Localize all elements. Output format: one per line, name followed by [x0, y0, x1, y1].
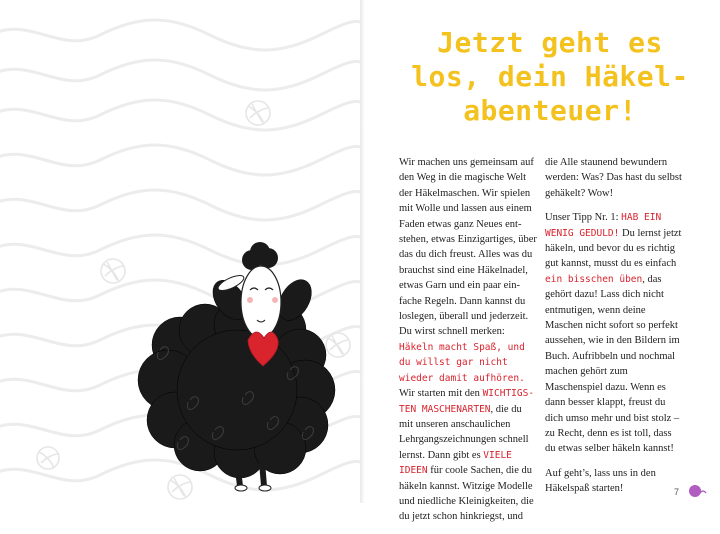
yarn-ball-icon	[326, 333, 350, 357]
body-text: die Alle staunend bewundern werden: Was? Das hast du selbst gehäkelt? Wow!	[545, 157, 682, 199]
highlight-text: HAB EIN WENIG GEDULD!	[545, 212, 662, 239]
body-text: Du lernst jetzt häkeln, und bevor du es richtig gut kannst, musst du es einfach	[545, 227, 682, 270]
text-column-left	[399, 155, 537, 534]
body-text: , die du mit unseren anschaulichen Lehrgangszeichnungen schnell lernst. Dann gibt es	[399, 403, 529, 461]
paragraph	[545, 210, 683, 457]
title-line: abenteuer!	[463, 94, 637, 127]
body-text: Unser Tipp Nr. 1:	[545, 212, 622, 224]
yarn-ball-icon	[246, 101, 270, 125]
highlight-text: VIELE IDEEN	[399, 449, 512, 477]
body-text: für coole Sachen, die du häkeln kannst. Witzige Modelle und niedliche Kleinigkeiten, die du jetzt schon hinkriegst, und	[399, 465, 534, 523]
yarn-ball-icon	[37, 447, 59, 469]
highlight-text: WICHTIGSTEN MASCHENARTEN	[399, 388, 535, 415]
left-page-illustration	[0, 0, 362, 503]
wavy-yarn-background	[0, 0, 362, 503]
yarn-ball-icon	[168, 475, 192, 499]
body-text: Wir machen uns gemeinsam auf den Weg in die magische Welt der Häkelmaschen. Wir spielen mit Wolle und lassen aus einem Faden etwas ganz Neues entstehen, etwas Einzigartiges, über das du dich freust. Alles was du brauchst sind eine Häkelnadel, etwas Garn und ein paar einfache Regeln. Dann kannst du loslegen, überall und jederzeit. Du wirst schnell merken:	[399, 157, 537, 338]
sheep-illustration	[138, 242, 335, 491]
body-text: Wir starten mit den	[399, 388, 483, 400]
title-line: Jetzt geht es	[437, 26, 663, 59]
highlight-text: ein bisschen üben	[545, 273, 643, 285]
paragraph	[399, 155, 537, 525]
page-title	[410, 26, 690, 128]
body-text: Auf geht’s, lass uns in den Häkelspaß starten!	[545, 467, 656, 495]
body-text: , das gehört dazu! Lass dich nicht entmutigen, wenn deine Maschen nicht sofort so perfekt aussehen, wie in den Bildern im Buch. Aufribbeln und nochmal machen gehört zum Maschenspiel dazu. Wenn es dann besser klappt, freust du dich umso mehr und bist stolz – zu Recht, denn es ist toll, dass du etwas selber häkeln kannst!	[545, 273, 680, 455]
highlight-text: Häkeln macht Spaß, und du willst gar nicht wieder damit aufhören.	[399, 341, 525, 384]
yarn-ball-icon	[101, 259, 125, 283]
publisher-logo-icon	[688, 484, 708, 498]
text-column-right	[545, 155, 683, 506]
paragraph	[545, 466, 683, 497]
title-line: los, dein Häkel-	[411, 60, 689, 93]
paragraph	[545, 155, 683, 201]
page-number: 7	[674, 487, 680, 497]
